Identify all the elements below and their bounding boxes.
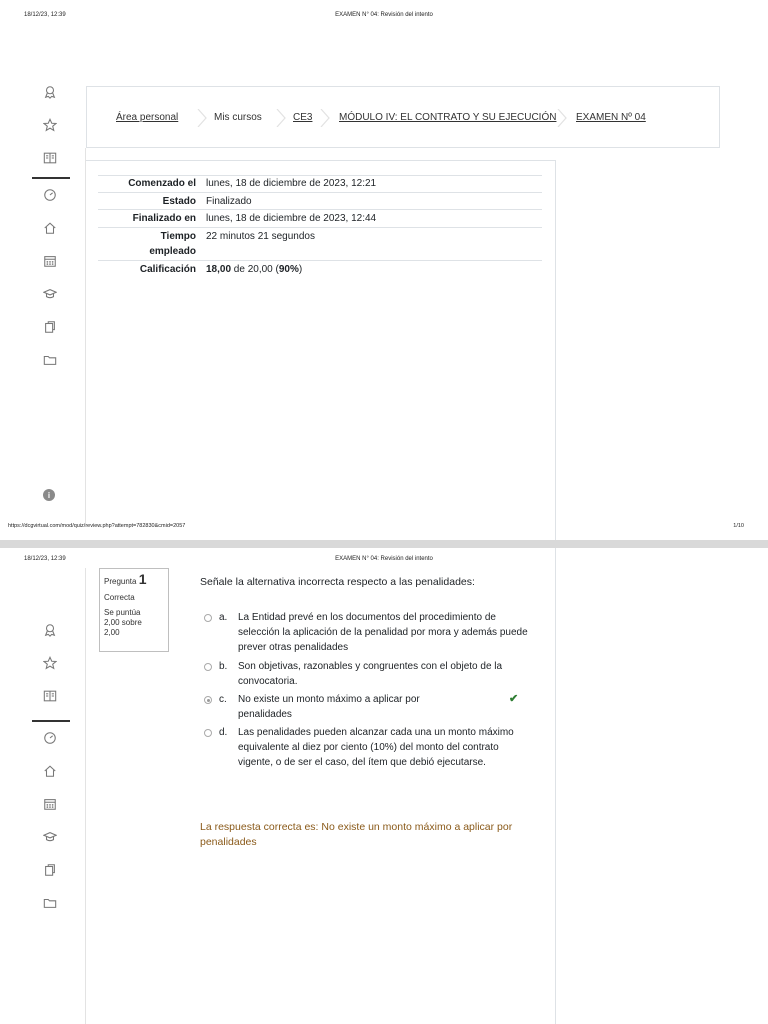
option-letter: c. xyxy=(219,694,227,705)
question-number-value: 1 xyxy=(138,571,147,587)
question-grade xyxy=(104,608,164,638)
option-text: No existe un monto máximo a aplicar por penalidades xyxy=(238,694,420,720)
chevron-right-icon xyxy=(557,109,567,127)
question-info-box xyxy=(99,568,169,652)
grade-total: de 20,00 ( xyxy=(231,264,279,275)
copy-icon[interactable] xyxy=(30,317,70,337)
calendar-icon[interactable] xyxy=(30,794,70,814)
question-text: Señale la alternativa incorrecta respecto a las penalidades: xyxy=(200,576,475,588)
breadcrumb-item-ce3[interactable]: CE3 xyxy=(293,111,313,123)
question-state: Correcta xyxy=(104,593,135,602)
radio-button[interactable] xyxy=(204,729,212,737)
calendar-icon[interactable] xyxy=(30,251,70,271)
breadcrumb xyxy=(86,86,720,148)
page-separator xyxy=(0,540,768,548)
breadcrumb-item-modulo[interactable]: MÓDULO IV: EL CONTRATO Y SU EJECUCIÓN xyxy=(339,111,557,123)
star-icon[interactable] xyxy=(30,115,70,135)
summary-divider xyxy=(98,227,542,228)
folder-icon[interactable] xyxy=(30,893,70,913)
correct-answer-feedback: La respuesta correcta es: No existe un monto máximo a aplicar por penalidades xyxy=(200,821,513,848)
summary-label: Finalizado en xyxy=(132,213,196,224)
summary-divider xyxy=(98,192,542,193)
option-letter: b. xyxy=(219,661,228,672)
grade-line: Se puntúa xyxy=(104,608,141,617)
radio-button[interactable] xyxy=(204,663,212,671)
award-icon[interactable] xyxy=(30,620,70,640)
option-letter: d. xyxy=(219,727,228,738)
radio-button[interactable] xyxy=(204,614,212,622)
book-icon[interactable] xyxy=(30,148,70,168)
info-icon[interactable]: i xyxy=(43,489,55,501)
print-url: https://dcgvirtual.com/mod/quiz/review.php?attempt=782830&cmid=2057 xyxy=(8,523,186,529)
print-title: EXAMEN N° 04: Revisión del intento xyxy=(335,12,433,18)
book-icon[interactable] xyxy=(30,686,70,706)
active-indicator xyxy=(32,177,70,179)
summary-label-line: empleado xyxy=(149,246,196,257)
breadcrumb-item-area-personal[interactable]: Área personal xyxy=(116,111,179,123)
summary-value: lunes, 18 de diciembre de 2023, 12:44 xyxy=(206,213,377,224)
copy-icon[interactable] xyxy=(30,860,70,880)
summary-value: 22 minutos 21 segundos xyxy=(206,231,315,242)
option-text: Las penalidades pueden alcanzar cada una un monto máximo equivalente al diez por ciento (10%) del monto del contrato vigente, o de ser el caso, del ítem que debió ejecutarse. xyxy=(238,727,514,768)
radio-button-selected[interactable] xyxy=(204,696,212,704)
grade-line: 2,00 sobre xyxy=(104,618,142,627)
option-text: Son objetivas, razonables y congruentes con el objeto de la convocatoria. xyxy=(238,661,503,687)
graduation-icon[interactable] xyxy=(30,827,70,847)
breadcrumb-item-examen[interactable]: EXAMEN Nº 04 xyxy=(576,111,646,123)
question-number xyxy=(104,572,164,589)
summary-label: Estado xyxy=(162,196,196,207)
chevron-right-icon xyxy=(197,109,207,127)
folder-icon[interactable] xyxy=(30,350,70,370)
dashboard-icon[interactable] xyxy=(30,728,70,748)
home-icon[interactable] xyxy=(30,761,70,781)
option-letter: a. xyxy=(219,612,228,623)
correct-check-icon: ✔ xyxy=(509,693,519,705)
answer-option-b[interactable] xyxy=(204,659,534,691)
answer-option-c[interactable] xyxy=(204,692,534,724)
print-page-2 xyxy=(0,548,768,1024)
star-icon[interactable] xyxy=(30,653,70,673)
content-divider xyxy=(85,568,86,1024)
active-indicator xyxy=(32,720,70,722)
summary-value xyxy=(206,262,302,277)
breadcrumb-item-mis-cursos[interactable]: Mis cursos xyxy=(214,111,262,123)
summary-label: Comenzado el xyxy=(128,178,196,189)
grade-percent: 90% xyxy=(278,264,299,275)
summary-value: Finalizado xyxy=(206,196,252,207)
home-icon[interactable] xyxy=(30,218,70,238)
summary-label: Calificación xyxy=(139,264,196,275)
print-datetime: 18/12/23, 12:39 xyxy=(24,12,66,18)
print-title: EXAMEN N° 04: Revisión del intento xyxy=(335,556,433,562)
answer-option-a[interactable] xyxy=(204,610,534,658)
award-icon[interactable] xyxy=(30,82,70,102)
print-datetime: 18/12/23, 12:39 xyxy=(24,556,66,562)
summary-value: lunes, 18 de diciembre de 2023, 12:21 xyxy=(206,178,377,189)
chevron-right-icon xyxy=(320,109,330,127)
grade-line: 2,00 xyxy=(104,628,120,637)
print-page-number: 1/10 xyxy=(733,523,744,529)
option-text: La Entidad prevé en los documentos del procedimiento de selección la aplicación de la penalidad por mora y además puede prever otras penalidades xyxy=(238,612,528,653)
summary-label xyxy=(86,229,196,259)
summary-label-line: Tiempo xyxy=(160,231,196,242)
grade-close: ) xyxy=(298,264,303,275)
summary-divider xyxy=(98,209,542,210)
dashboard-icon[interactable] xyxy=(30,185,70,205)
answer-option-d[interactable] xyxy=(204,725,534,789)
summary-divider xyxy=(98,260,542,261)
chevron-right-icon xyxy=(276,109,286,127)
graduation-icon[interactable] xyxy=(30,284,70,304)
grade-score: 18,00 xyxy=(206,264,232,275)
question-prefix: Pregunta xyxy=(104,577,139,586)
